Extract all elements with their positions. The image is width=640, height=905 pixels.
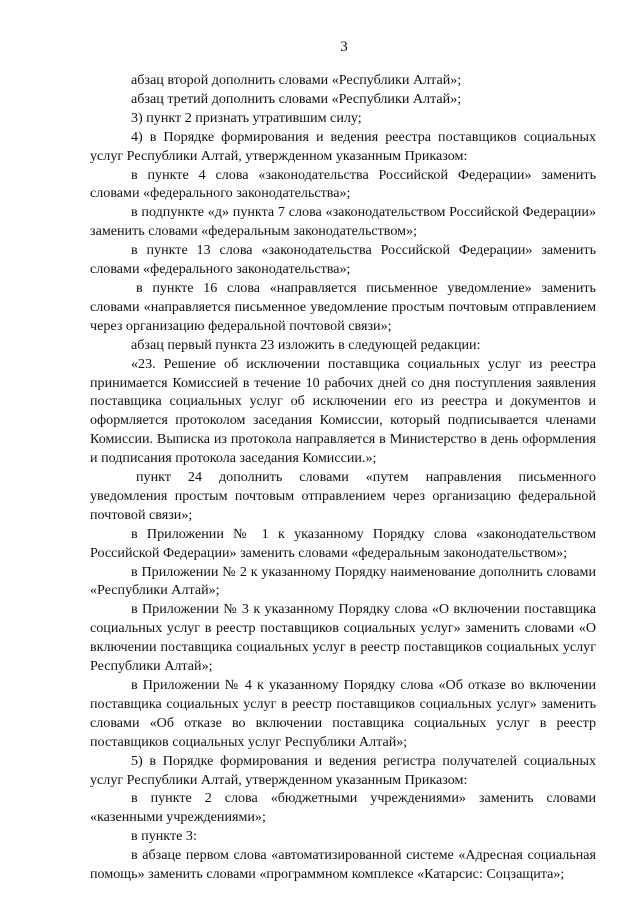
paragraph: в Приложении № 3 к указанному Порядку слова «О включении поставщика социальных услуг в реестр поставщиков социальных услуг» заменить словами «О включении поставщика социальных услуг в реестр поставщиков социальных услуг Республики Алтай»; [90,601,596,675]
paragraph: абзац третий дополнить словами «Республики Алтай»; [131,90,462,107]
paragraph: в пункте 2 слова «бюджетными учреждениями» заменить словами «казенными учреждениями»; [90,790,596,826]
paragraph: пункт 24 дополнить словами «путем направления письменного уведомления простым почтовым отправлением через организацию федеральной почтовой связи»; [90,469,596,523]
paragraph: «23. Решение об исключении поставщика социальных услуг из реестра принимается Комиссией в течение 10 рабочих дней со дня поступления заявления поставщика социальных услуг об исключении его из реестра и документов и оформляется протоколом заседания Комиссии, который подписывается членами Комиссии. Выписка из протокола направляется в Министерство в день оформления и подписания протокола заседания Комиссии.»; [90,355,596,467]
page-number: 3 [340,39,348,55]
paragraph: в подпункте «д» пункта 7 слова «законодательством Российской Федерации» заменить словами «федеральным законодательством»; [90,204,596,240]
paragraph: в пункте 3: [131,828,197,845]
paragraph: абзац второй дополнить словами «Республики Алтай»; [131,72,462,88]
paragraph: в пункте 4 слова «законодательства Российской Федерации» заменить словами «федерального законодательства»; [90,166,596,202]
paragraph: в абзаце первом слова «автоматизированной системе «Адресная социальная помощь» заменить словами «программном комплексе «Катарсис: Соцзащита»; [90,847,596,883]
paragraph: 4) в Порядке формирования и ведения реестра поставщиков социальных услуг Республики Алтай, утвержденном указанным Приказом: [90,128,596,164]
document-body [90,71,596,884]
paragraph: в Приложении № 2 к указанному Порядку наименование дополнить словами «Республики Алтай»; [90,563,596,599]
paragraph: в Приложении № 1 к указанному Порядку слова «законодательством Российской Федерации» заменить словами «федеральным законодательством»; [90,525,596,561]
paragraph: в Приложении № 4 к указанному Порядку слова «Об отказе во включении поставщика социальных услуг в реестр поставщиков социальных услуг» заменить словами «Об отказе во включении поставщика социальных услуг в реестр поставщиков социальных услуг Республики Алтай»; [90,677,596,750]
paragraph: 5) в Порядке формирования и ведения регистра получателей социальных услуг Республики Алтай, утвержденном указанным Приказом: [90,752,596,788]
paragraph: в пункте 13 слова «законодательства Российской Федерации» заменить словами «федерального законодательства»; [90,242,596,278]
paragraph: абзац первый пункта 23 изложить в следующей редакции: [131,336,481,353]
paragraph: 3) пункт 2 признать утратившим силу; [131,109,362,126]
paragraph: в пункте 16 слова «направляется письменное уведомление» заменить словами «направляется письменное уведомление простым почтовым отправлением через организацию федеральной почтовой связи»; [90,279,596,334]
